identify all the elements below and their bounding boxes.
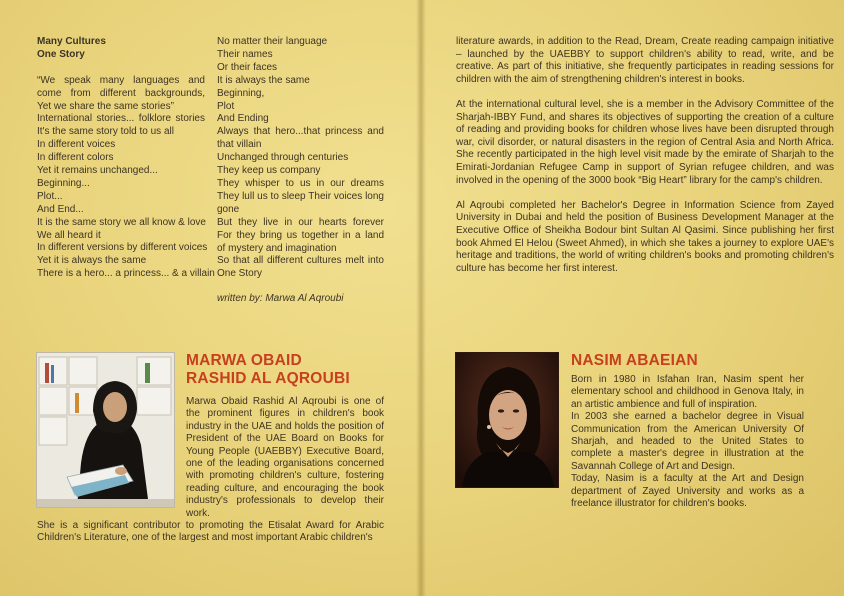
body-paragraph: At the international cultural level, she is a member in the Advisory Committee of the Sharjah-IBBY Fund, and shares its objectives of supporting the creation of a culture of reading and providing books for children whose lives have been disrupted through war, civil disorder, or natural disasters in the region of Central Asia and North Africa. She recently participated in the high level visit made by the emirate of Sharjah to the Emirati-Jordanian Refugee Camp in support of Syrian refugee children, and was involved in the opening of the 3000 book “Big Heart” library for the camp's children. <box>456 98 834 186</box>
bio-paragraph: She is a significant contributor to promoting the Etisalat Award for Arabic Children's Literature, one of the largest and most important Arabic children's <box>37 520 384 544</box>
poem-line: In different colors <box>37 152 114 164</box>
bio-paragraph: In 2003 she earned a bachelor degree in Visual Communication from the American University Of Sharjah, and headed to the United States to complete a master's degree in illustration at the Savannah College of Art and Design. <box>571 411 804 472</box>
poem-line: There is a hero... a princess... & a villain <box>37 268 215 280</box>
poem-line: International stories... folklore stories <box>37 113 205 125</box>
nasim-name-heading <box>571 352 831 370</box>
marwa-portrait-photo <box>36 352 175 508</box>
poem-line: No matter their language <box>217 36 328 47</box>
poem-line: We all heard it <box>37 229 101 241</box>
poem-line: They keep us company <box>217 165 321 177</box>
poem-line: that villain <box>217 139 262 151</box>
name-line: MARWA OBAID <box>186 352 302 369</box>
poem-line: “We speak many languages and <box>37 74 205 86</box>
name-line: RASHID AL AQROUBI <box>186 370 350 387</box>
bio-paragraph: Marwa Obaid Rashid Al Aqroubi is one of the prominent figures in children's book industry in the UAE and holds the position of President of the UAE Board on Books for Young People (UAEBBY) Executive Board, one of the leading organisations concerned with promoting children's culture, fostering reading culture, and encouraging the book industry's professionals to develop their work. <box>186 396 384 519</box>
marwa-name-heading <box>186 352 396 388</box>
right-page <box>424 0 844 596</box>
bio-paragraph: Born in 1980 in Isfahan Iran, Nasim spent her elementary school and childhood in Genova Italy, in an artistic ambience and full of inspiration. <box>571 374 804 410</box>
poem-line: In different voices <box>37 139 116 151</box>
poem-line: Yet we share the same stories” <box>37 100 174 112</box>
left-page <box>0 0 418 596</box>
poem-line: In different versions by different voices <box>37 242 208 254</box>
poem-line: One Story <box>217 268 263 280</box>
marwa-bio <box>186 396 384 520</box>
poem-column-2 <box>217 36 384 306</box>
bio-paragraph: Today, Nasim is a faculty at the Art and Design department of Zayed University and works as a freelance illustrator for children's books. <box>571 473 804 510</box>
poem-title-line: One Story <box>37 48 85 60</box>
poem-line: It's the same story told to us all <box>37 126 174 138</box>
poem-line: Yet it is always the same <box>37 255 147 267</box>
poem-line: Beginning, <box>217 87 265 99</box>
poem-credit: written by: Marwa Al Aqroubi <box>217 293 344 305</box>
poem-line: But they live in our hearts forever <box>217 216 384 228</box>
poem-line: Unchanged through centuries <box>217 152 349 164</box>
poem-title-line: Many Cultures <box>37 36 106 47</box>
portrait-illustration <box>37 353 174 507</box>
poem-line: It is the same story we all know & love <box>37 216 206 228</box>
poem-line: gone <box>217 203 240 215</box>
poem-column-1 <box>37 36 215 281</box>
poem-line: And End... <box>37 203 84 215</box>
poem-line: come from different backgrounds, <box>37 87 205 99</box>
poem-line: It is always the same <box>217 74 310 86</box>
poem-line: Always that hero...that princess and <box>217 126 384 138</box>
poem-line: Or their faces <box>217 61 278 73</box>
poem-line: Plot... <box>37 190 63 202</box>
poem-line: Yet it remains unchanged... <box>37 165 158 177</box>
marwa-bio-continued <box>37 520 384 545</box>
nasim-bio <box>571 374 804 510</box>
poem-line: So that all different cultures melt into <box>217 255 384 267</box>
poem-line: And Ending <box>217 113 269 125</box>
body-paragraph: literature awards, in addition to the Read, Dream, Create reading campaign initiative – launched by the UAEBBY to support children's ability to read, write, and be creative. As part of this initiative, she frequently participates in reading sessions for children with the aim of strengthening children's interest in books. <box>456 36 834 85</box>
poem-line: of mystery and imagination <box>217 242 337 254</box>
portrait-illustration <box>456 353 558 487</box>
nasim-portrait-photo <box>455 352 559 488</box>
poem-line: Beginning... <box>37 177 90 189</box>
poem-line: They whisper to us in our dreams <box>217 177 384 189</box>
body-paragraph: Al Aqroubi completed her Bachelor's Degree in Information Science from Zayed University in Dubai and held the position of Business Development Manager at the Executive Office of Sheikha Bodour bint Sultan Al Qasimi. Since publishing her first book Ahmed El Helou (Sweet Ahmed), in which she takes a journey to explore UAE's heritage and traditions, the world of writing children's books and promoting children's culture has become her first interest. <box>456 199 834 274</box>
name-line: NASIM ABAEIAN <box>571 352 698 369</box>
poem-line: Their names <box>217 48 273 60</box>
poem-line: Plot <box>217 100 235 112</box>
poem-line: For they bring us together in a land <box>217 229 384 241</box>
poem-line: They lull us to sleep Their voices long <box>217 190 384 202</box>
marwa-bio-continuation-text <box>456 36 834 288</box>
